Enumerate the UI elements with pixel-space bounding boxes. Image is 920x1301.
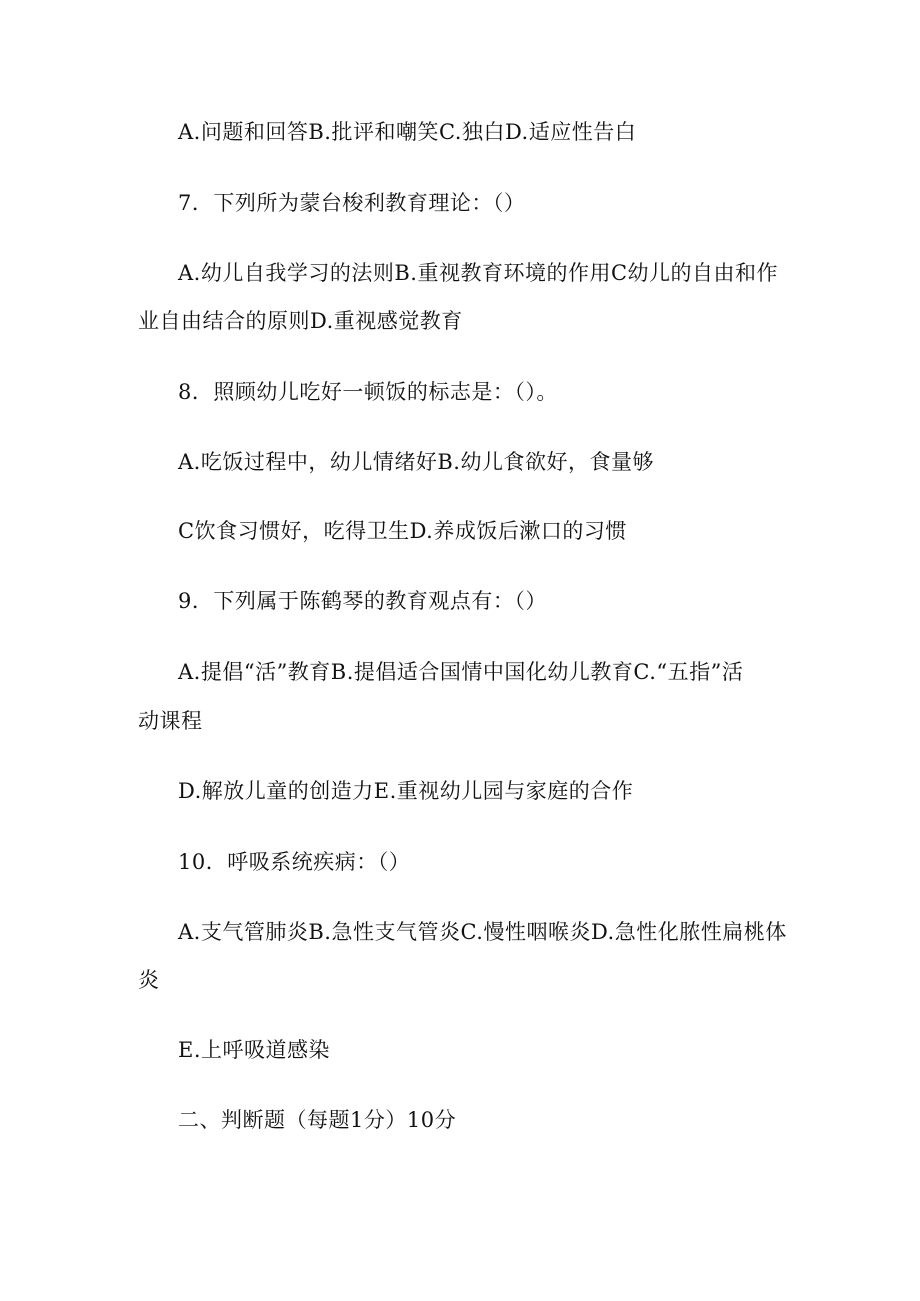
q10-options-line2: 炎 [138,968,160,992]
q10-question: 10．呼吸系统疾病：（） [178,850,411,874]
q10-options-line1: A.支气管肺炎B.急性支气管炎C.慢性咽喉炎D.急性化脓性扁桃体 [178,920,787,944]
q9-options-line2: 动课程 [138,709,203,733]
q8-options-line1: A.吃饭过程中，幼儿情绪好B.幼儿食欲好，食量够 [178,450,654,474]
q7-options-line1: A.幼儿自我学习的法则B.重视教育环境的作用C幼儿的自由和作 [178,261,779,285]
q9-options-line3: D.解放儿童的创造力E.重视幼儿园与家庭的合作 [178,779,634,803]
q6-options: A.问题和回答B.批评和嘲笑C.独白D.适应性告白 [178,120,637,144]
q9-question: 9．下列属于陈鹤琴的教育观点有：（） [178,589,547,613]
q7-question: 7．下列所为蒙台梭利教育理论：（） [178,191,526,215]
q7-options-line2: 业自由结合的原则D.重视感觉教育 [138,309,463,333]
q9-options-line1: A.提倡“活”教育B.提倡适合国情中国化幼儿教育C.“五指”活 [178,660,744,684]
q8-options-line2: C饮食习惯好，吃得卫生D.养成饭后漱口的习惯 [178,519,627,543]
q8-question: 8．照顾幼儿吃好一顿饭的标志是：（）。 [178,380,558,404]
q10-options-line3: E.上呼吸道感染 [178,1038,331,1062]
section-heading: 二、判断题（每题1分）10分 [178,1108,457,1132]
